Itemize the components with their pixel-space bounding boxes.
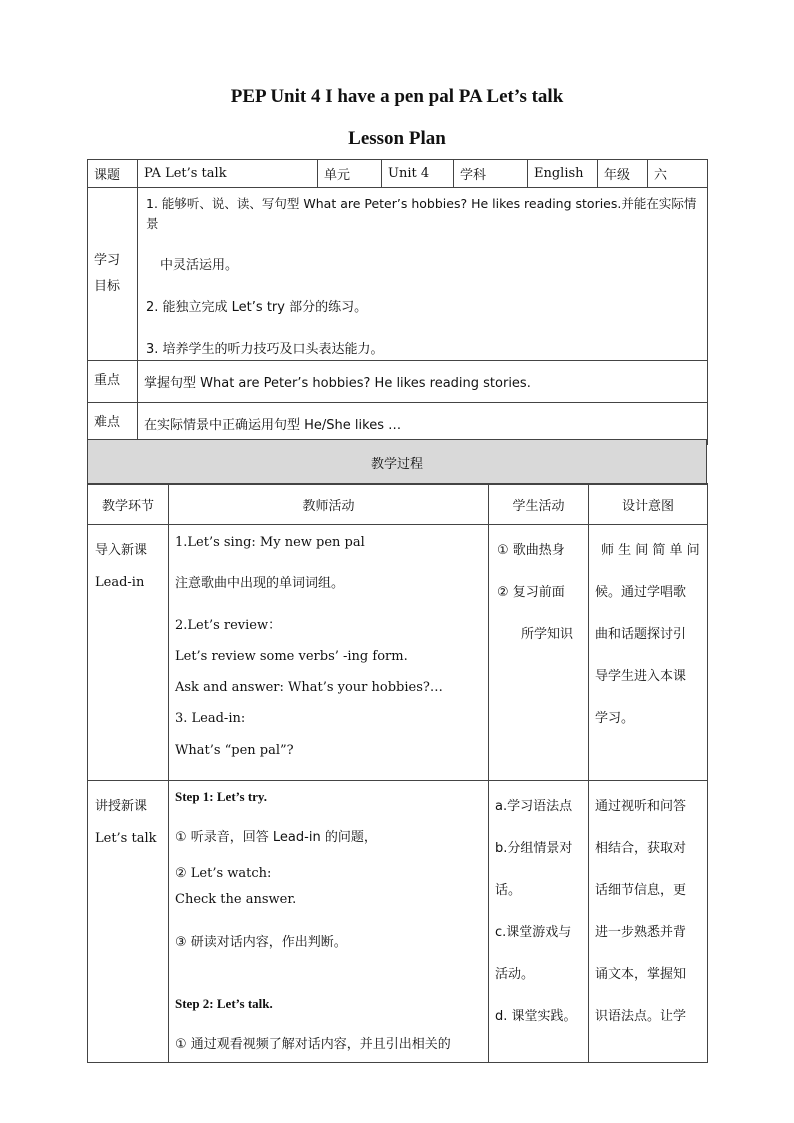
student-line: ② 复习前面 bbox=[497, 585, 565, 600]
row1-student bbox=[489, 525, 589, 781]
purpose-line: 师 生 间 简 单 问 bbox=[601, 543, 700, 558]
student-line: c.课堂游戏与 bbox=[495, 925, 572, 940]
process-header: 教学过程 bbox=[88, 440, 707, 485]
purpose-line: 诵文本，掌握知 bbox=[595, 967, 687, 982]
purpose-line: 曲和话题探讨引 bbox=[595, 627, 687, 642]
key-label: 重点 bbox=[88, 361, 138, 403]
difficult-label: 难点 bbox=[88, 403, 138, 445]
row1-teacher bbox=[169, 525, 489, 781]
student-line: d. 课堂实践。 bbox=[495, 1009, 577, 1024]
teacher-line: Let’s review some verbs’ -ing form. bbox=[175, 649, 408, 664]
row2-stage-cn: 讲授新课 bbox=[95, 799, 148, 814]
goal-item: 2. 能独立完成 Let’s try 部分的练习。 bbox=[146, 300, 368, 315]
student-line: 活动。 bbox=[495, 967, 535, 982]
difficult-value: 在实际情景中正确运用句型 He/She likes … bbox=[138, 403, 708, 445]
col-purpose: 设计意图 bbox=[589, 484, 708, 525]
teacher-line: ② Let’s watch: bbox=[175, 866, 272, 881]
row2-purpose bbox=[589, 781, 708, 1063]
purpose-line: 通过视听和问答 bbox=[595, 799, 687, 814]
purpose-line: 学习。 bbox=[595, 711, 635, 726]
step-heading: Step 2: Let’s talk. bbox=[175, 996, 273, 1011]
topic-label: 课题 bbox=[88, 160, 138, 188]
goal-item: 1. 能够听、说、读、写句型 What are Peter’s hobbies? He likes reading stories.并能在实际情景 bbox=[146, 196, 697, 231]
teacher-line: What’s “pen pal”? bbox=[175, 743, 294, 758]
process-header-table bbox=[87, 439, 707, 485]
purpose-line: 话细节信息，更 bbox=[595, 883, 687, 898]
student-line: 所学知识 bbox=[521, 627, 574, 642]
teacher-line: 注意歌曲中出现的单词词组。 bbox=[175, 576, 345, 591]
goals-content bbox=[138, 188, 708, 361]
purpose-line: 候。通过学唱歌 bbox=[595, 585, 687, 600]
goal-item: 中灵活运用。 bbox=[160, 258, 239, 273]
teacher-line: ① 听录音，回答 Lead-in 的问题， bbox=[175, 830, 377, 845]
goals-label-line1: 学习 bbox=[94, 253, 121, 268]
col-student: 学生活动 bbox=[489, 484, 589, 525]
document-subtitle: Lesson Plan bbox=[348, 128, 446, 149]
goals-label bbox=[88, 188, 138, 361]
row1-stage-en: Lead-in bbox=[95, 575, 145, 590]
student-line: 话。 bbox=[495, 883, 522, 898]
teacher-line: Ask and answer: What’s your hobbies?… bbox=[175, 680, 443, 695]
student-line: ① 歌曲热身 bbox=[497, 543, 565, 558]
col-stage: 教学环节 bbox=[88, 484, 169, 525]
goal-item: 3. 培养学生的听力技巧及口头表达能力。 bbox=[146, 342, 384, 357]
goals-label-line2: 目标 bbox=[94, 279, 121, 294]
unit-label: 单元 bbox=[318, 160, 382, 188]
document-title: PEP Unit 4 I have a pen pal PA Let’s talk bbox=[230, 86, 564, 107]
teacher-line: ① 通过观看视频了解对话内容，并且引出相关的 bbox=[175, 1037, 451, 1052]
purpose-line: 进一步熟悉并背 bbox=[595, 925, 687, 940]
info-table bbox=[87, 159, 708, 445]
student-line: a.学习语法点 bbox=[495, 799, 573, 814]
teacher-line: ③ 研读对话内容，作出判断。 bbox=[175, 935, 347, 950]
row1-stage-cn: 导入新课 bbox=[95, 543, 148, 558]
purpose-line: 相结合，获取对 bbox=[595, 841, 687, 856]
unit-value: Unit 4 bbox=[382, 160, 454, 188]
purpose-line: 导学生进入本课 bbox=[595, 669, 687, 684]
subject-value: English bbox=[528, 160, 598, 188]
col-teacher: 教师活动 bbox=[169, 484, 489, 525]
teacher-line: 3. Lead-in: bbox=[175, 711, 246, 726]
key-value: 掌握句型 What are Peter’s hobbies? He likes reading stories. bbox=[138, 361, 708, 403]
student-line: b.分组情景对 bbox=[495, 841, 573, 856]
grade-value: 六 bbox=[648, 160, 708, 188]
row1-purpose bbox=[589, 525, 708, 781]
topic-value: PA Let’s talk bbox=[138, 160, 318, 188]
purpose-line: 识语法点。让学 bbox=[595, 1009, 687, 1024]
teacher-line: Check the answer. bbox=[175, 892, 297, 907]
row2-stage bbox=[88, 781, 169, 1063]
process-table bbox=[87, 483, 708, 1063]
row1-stage bbox=[88, 525, 169, 781]
row2-stage-en: Let’s talk bbox=[95, 831, 157, 846]
grade-label: 年级 bbox=[598, 160, 648, 188]
teacher-line: 2.Let’s review： bbox=[175, 618, 282, 633]
subject-label: 学科 bbox=[454, 160, 528, 188]
row2-teacher bbox=[169, 781, 489, 1063]
row2-student bbox=[489, 781, 589, 1063]
step-heading: Step 1: Let’s try. bbox=[175, 789, 267, 804]
teacher-line: 1.Let’s sing: My new pen pal bbox=[175, 535, 365, 550]
